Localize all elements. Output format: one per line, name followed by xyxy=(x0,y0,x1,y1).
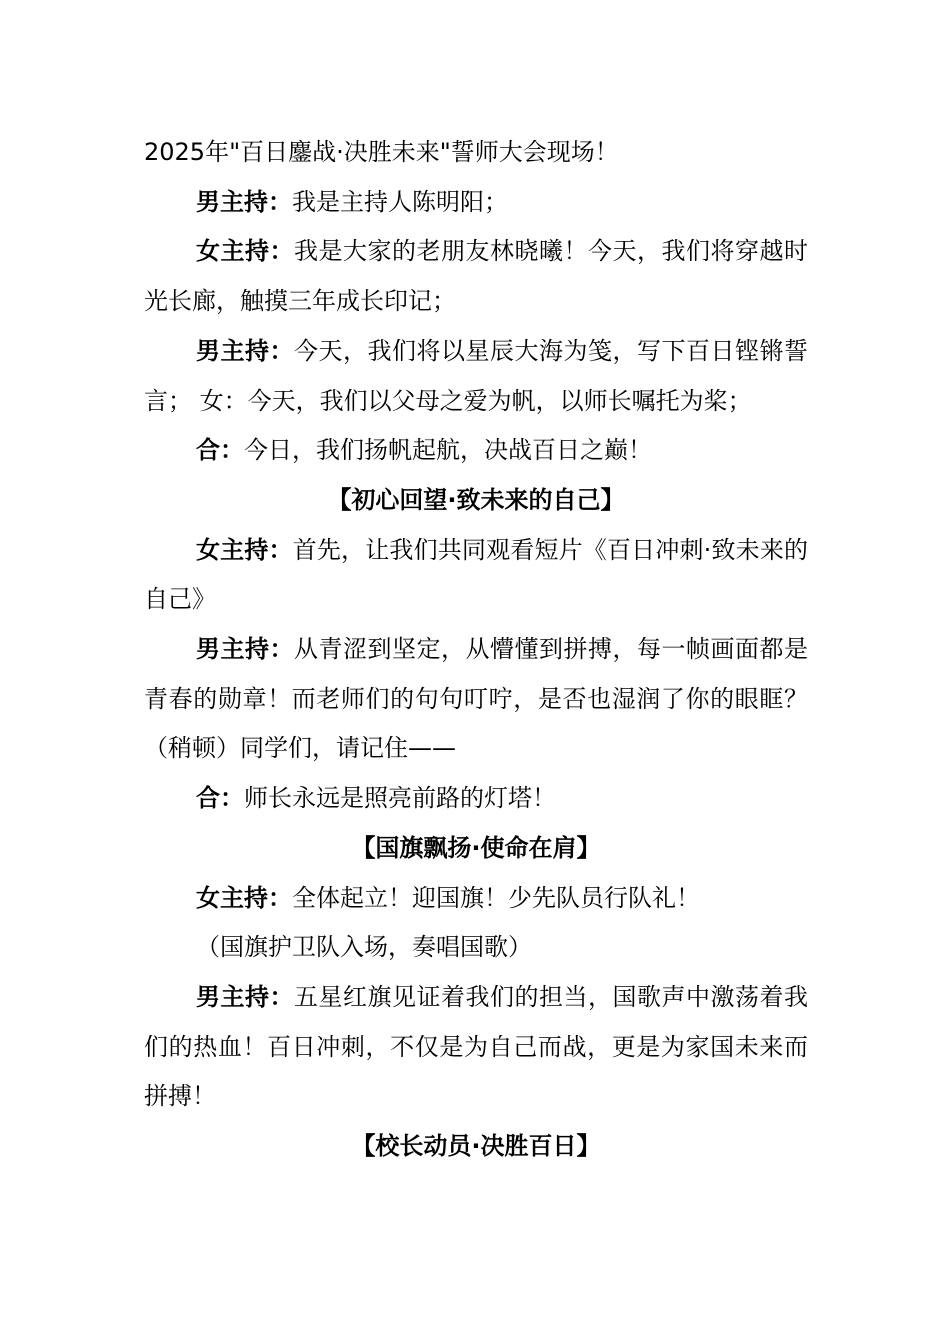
paragraph-text: 我是主持人陈明阳； xyxy=(292,187,508,216)
section-heading: 【校长动员·决胜百日】 xyxy=(351,1132,601,1161)
speaker-label: 女主持： xyxy=(196,535,293,564)
dialogue-paragraph xyxy=(144,426,808,476)
dialogue-paragraph xyxy=(144,625,808,774)
paragraph-text: 首先，让我们共同观看短片《百日冲刺·致未来的自己》 xyxy=(144,535,808,614)
speaker-label: 男主持： xyxy=(196,635,294,664)
paragraph-text: （国旗护卫队入场，奏唱国歌） xyxy=(196,933,532,962)
speaker-label: 男主持： xyxy=(196,336,294,365)
speaker-label: 合： xyxy=(196,436,244,465)
paragraph-text: 五星红旗见证着我们的担当，国歌声中激荡着我们的热血！百日冲刺，不仅是为自己而战，更是为家国未来而拼搏！ xyxy=(144,982,808,1111)
paragraph-text: 从青涩到坚定，从懵懂到拼搏，每一帧画面都是青春的勋章！而老师们的句句叮咛，是否也湿润了你的眼眶？（稍顿）同学们，请记住—— xyxy=(144,635,808,763)
dialogue-paragraph xyxy=(144,227,808,326)
speaker-label: 女主持： xyxy=(196,883,292,912)
speaker-label: 男主持： xyxy=(196,982,294,1011)
dialogue-paragraph xyxy=(144,327,808,426)
dialogue-paragraph xyxy=(144,874,808,924)
dialogue-paragraph xyxy=(144,178,808,228)
speaker-label: 男主持： xyxy=(196,187,292,216)
speaker-label: 合： xyxy=(196,784,244,813)
speaker-label: 女主持： xyxy=(196,237,294,266)
document-body xyxy=(144,128,808,1172)
paragraph-text: 2025年"百日鏖战·决胜未来"誓师大会现场！ xyxy=(144,138,619,166)
paragraph-text: 今天，我们将以星辰大海为笺，写下百日铿锵誓言； 女：今天，我们以父母之爱为帆，以师长嘱托为桨； xyxy=(144,336,808,415)
dialogue-paragraph xyxy=(144,774,808,824)
dialogue-paragraph xyxy=(144,973,808,1122)
paragraph-text: 全体起立！迎国旗！少先队员行队礼！ xyxy=(292,883,700,912)
stage-direction xyxy=(144,923,808,973)
paragraph-text: 师长永远是照亮前路的灯塔！ xyxy=(244,784,556,813)
intro-paragraph xyxy=(144,128,808,178)
paragraph-text: 我是大家的老朋友林晓曦！今天，我们将穿越时光长廊，触摸三年成长印记； xyxy=(144,237,808,316)
section-heading: 【初心回望·致未来的自己】 xyxy=(327,485,625,514)
section-heading: 【国旗飘扬·使命在肩】 xyxy=(351,833,601,862)
paragraph-text: 今日，我们扬帆起航，决战百日之巅！ xyxy=(244,436,652,465)
dialogue-paragraph xyxy=(144,526,808,625)
